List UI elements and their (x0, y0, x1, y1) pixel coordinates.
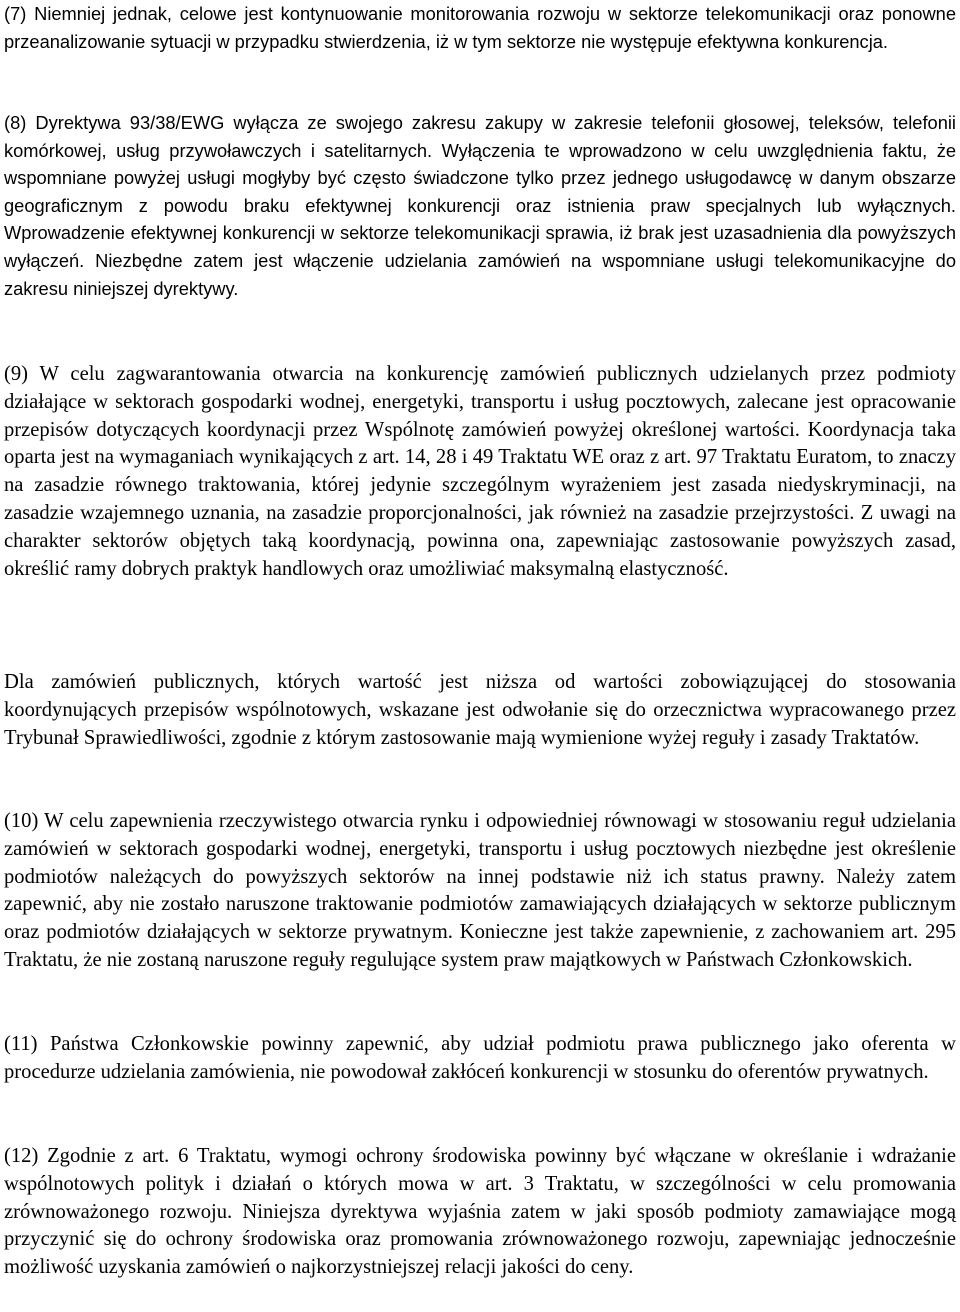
paragraph-below-threshold: Dla zamówień publicznych, których wartość jest niższa od wartości zobowiązującej do stosowania koordynujących przepisów wspólnotowych, wskazane jest odwołanie się do orzecznictwa wypracowanego przez Trybunał Sprawiedliwości, zgodnie z którym zastosowanie mają wymienione wyżej reguły i zasady Traktatów. (4, 671, 956, 749)
paragraph-12: (12) Zgodnie z art. 6 Traktatu, wymogi ochrony środowiska powinny być włączane w określanie i wdrażanie wspólnotowych polityk i działań o których mowa w art. 3 Traktatu, w szczególności w celu promowania zrównoważonego rozwoju. Niniejsza dyrektywa wyjaśnia zatem w jaki sposób podmioty zamawiające mogą przyczynić się do ochrony środowiska oraz promowania zrównoważonego rozwoju, zapewniając jednocześnie możliwość uzyskania zamówień o najkorzystniejszej relacji jakości do ceny. (4, 1145, 956, 1279)
paragraph-7: (7) Niemniej jednak, celowe jest kontynuowanie monitorowania rozwoju w sektorze telekomunikacji oraz ponowne przeanalizowanie sytuacji w przypadku stwierdzenia, iż w tym sektorze nie występuje efektywna konkurencja. (4, 3, 956, 52)
paragraph-11: (11) Państwa Członkowskie powinny zapewnić, aby udział podmiotu prawa publicznego jako oferenta w procedurze udzielania zamówienia, nie powodował zakłóceń konkurencji w stosunku do oferentów prywatnych. (4, 1033, 956, 1083)
paragraph-8: (8) Dyrektywa 93/38/EWG wyłącza ze swojego zakresu zakupy w zakresie telefonii głosowej, teleksów, telefonii komórkowej, usług przywoławczych i satelitarnych. Wyłączenia te wprowadzono w celu uwzględnienia faktu, że wspomniane powyżej usługi mogłyby być często świadczone tylko przez jednego usługodawcę w danym obszarze geograficznym z powodu braku efektywnej konkurencji oraz istnienia praw specjalnych lub wyłącznych. Wprowadzenie efektywnej konkurencji w sektorze telekomunikacji sprawia, iż brak jest uzasadnienia dla powyższych wyłączeń. Niezbędne zatem jest włączenie udzielania zamówień na wspomniane usługi telekomunikacyjne do zakresu niniejszej dyrektywy. (4, 112, 956, 299)
paragraph-9: (9) W celu zagwarantowania otwarcia na konkurencję zamówień publicznych udzielanych przez podmioty działające w sektorach gospodarki wodnej, energetyki, transportu i usług pocztowych, zalecane jest opracowanie przepisów dotyczących koordynacji przez Wspólnotę zamówień powyżej określonej wartości. Koordynacja taka oparta jest na wymaganiach wynikających z art. 14, 28 i 49 Traktatu WE oraz z art. 97 Traktatu Euratom, to znaczy na zasadzie równego traktowania, której jedynie szczególnym wyrażeniem jest zasada niedyskryminacji, na zasadzie wzajemnego uznania, na zasadzie proporcjonalności, jak również na zasadzie przejrzystości. Z uwagi na charakter sektorów objętych taką koordynacją, powinna ona, zapewniając zastosowanie powyższych zasad, określić ramy dobrych praktyk handlowych oraz umożliwiać maksymalną elastyczność. (4, 363, 956, 580)
paragraph-10: (10) W celu zapewnienia rzeczywistego otwarcia rynku i odpowiedniej równowagi w stosowaniu reguł udzielania zamówień w sektorach gospodarki wodnej, energetyki, transportu i usług pocztowych niezbędne jest określenie podmiotów należących do powyższych sektorów na innej podstawie niż ich status prawny. Należy zatem zapewnić, aby nie zostało naruszone traktowanie podmiotów zamawiających działających w sektorze publicznym oraz podmiotów działających w sektorze prywatnym. Konieczne jest także zapewnienie, z zachowaniem art. 295 Traktatu, że nie zostaną naruszone reguły regulujące system praw majątkowych w Państwach Członkowskich. (4, 810, 956, 971)
